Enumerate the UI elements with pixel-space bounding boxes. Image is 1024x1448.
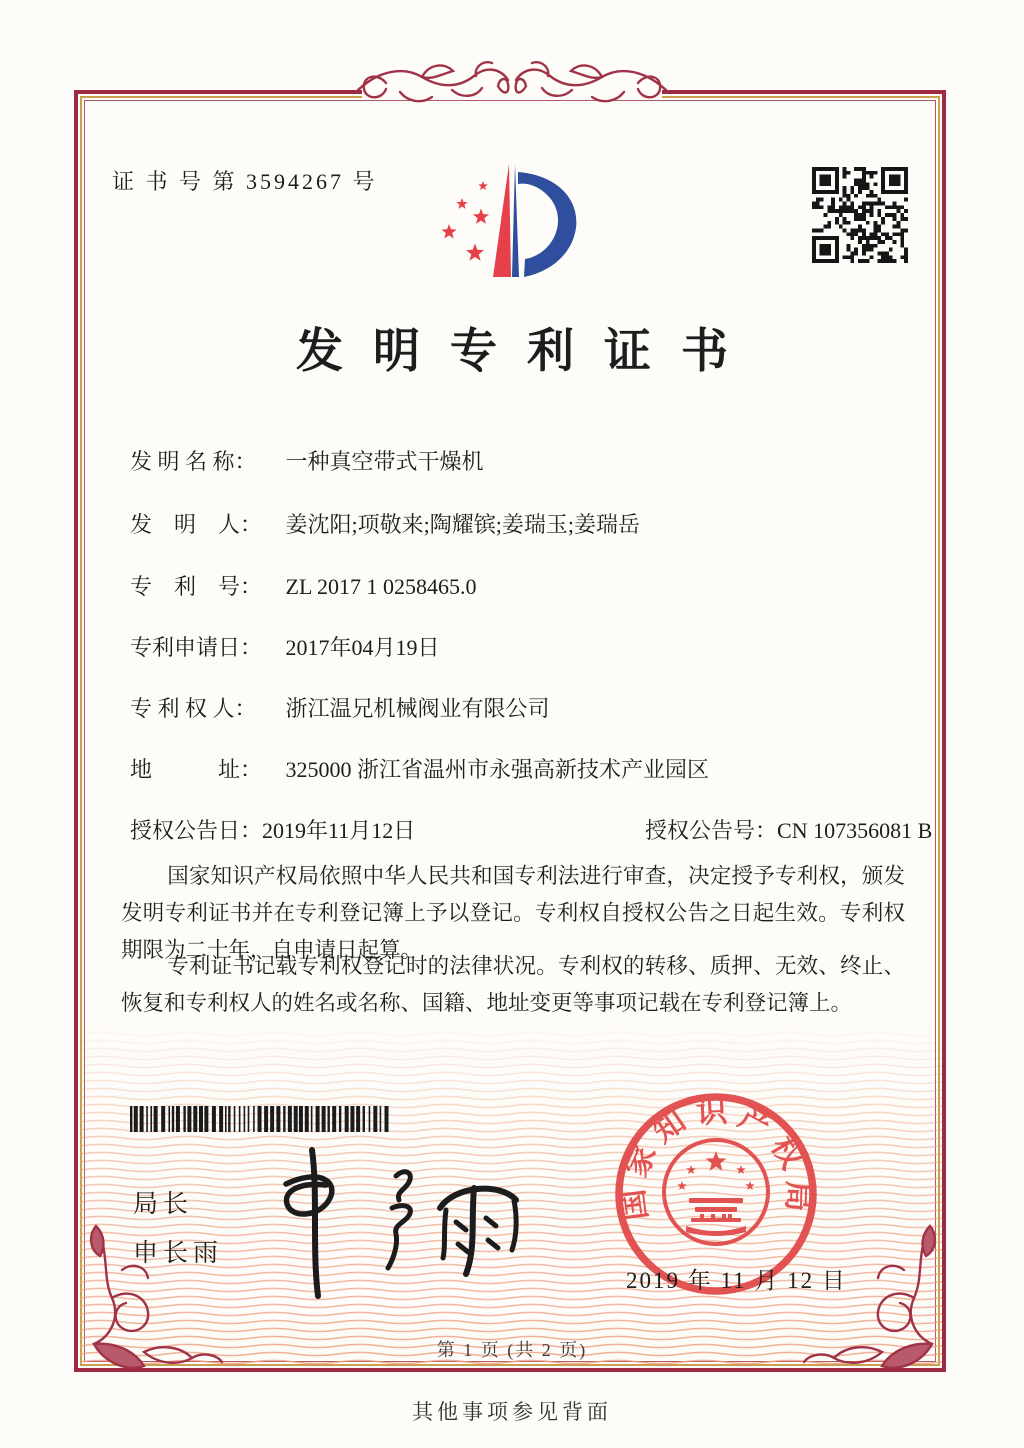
grant-date-value: 2019年11月12日 bbox=[262, 818, 416, 843]
certificate-number: 证 书 号 第 3594267 号 bbox=[112, 169, 378, 194]
field-label: 发 明 名 称： bbox=[130, 449, 257, 474]
field-row-invention-name bbox=[130, 447, 484, 477]
field-value: ZL 2017 1 0258465.0 bbox=[285, 574, 477, 599]
field-value: 325000 浙江省温州市永强高新技术产业园区 bbox=[285, 757, 710, 782]
seal-text: 国家知识产权局 bbox=[614, 1093, 817, 1223]
field-label: 地 址： bbox=[130, 757, 263, 782]
field-label: 发 明 人： bbox=[130, 512, 263, 537]
director-signature bbox=[268, 1138, 538, 1308]
field-value: 一种真空带式干燥机 bbox=[285, 449, 484, 474]
field-value: 2017年04月19日 bbox=[285, 635, 440, 660]
qr-code-icon bbox=[812, 167, 908, 263]
legal-paragraph-1: 国家知识产权局依照中华人民共和国专利法进行审查，决定授予专利权，颁发发明专利证书并在专利登记簿上予以登记。专利权自授权公告之日起生效。专利权期限为二十年，自申请日起算。 bbox=[121, 864, 905, 962]
grant-number-value: CN 107356081 B bbox=[777, 818, 933, 843]
field-row-patent-number bbox=[130, 572, 477, 602]
field-row-address bbox=[130, 755, 709, 785]
field-label: 专 利 号： bbox=[130, 574, 263, 599]
signer-title: 局长 bbox=[133, 1191, 194, 1218]
certificate-title: 发明专利证书 bbox=[296, 326, 758, 378]
field-label: 专 利 权 人： bbox=[130, 696, 257, 721]
signer-name: 申长雨 bbox=[133, 1240, 224, 1267]
field-row-patentee bbox=[130, 694, 550, 724]
field-value: 浙江温兄机械阀业有限公司 bbox=[285, 696, 550, 721]
cnipa-patent-logo-icon bbox=[438, 158, 593, 288]
grant-number-label: 授权公告号： bbox=[645, 818, 778, 843]
national-emblem-icon bbox=[664, 1140, 768, 1244]
field-label: 专利申请日： bbox=[130, 635, 263, 660]
field-value: 姜沈阳;项敬来;陶耀镔;姜瑞玉;姜瑞岳 bbox=[285, 512, 640, 537]
field-row-inventors bbox=[130, 510, 640, 540]
field-row-grant bbox=[130, 816, 933, 846]
seal-date: 2019 年 11 月 12 日 bbox=[626, 1268, 847, 1293]
legal-paragraph-2: 专利证书记载专利权登记时的法律状况。专利权的转移、质押、无效、终止、恢复和专利权人的姓名或名称、国籍、地址变更等事项记载在专利登记簿上。 bbox=[121, 954, 905, 1015]
signer-block bbox=[133, 1180, 223, 1278]
page-number: 第 1 页 (共 2 页) bbox=[436, 1340, 588, 1360]
footer-note: 其他事项参见背面 bbox=[412, 1400, 612, 1424]
grant-date-label: 授权公告日： bbox=[130, 818, 263, 843]
grant-number bbox=[645, 816, 932, 846]
barcode-icon bbox=[130, 1106, 392, 1132]
field-row-filing-date bbox=[130, 633, 440, 663]
